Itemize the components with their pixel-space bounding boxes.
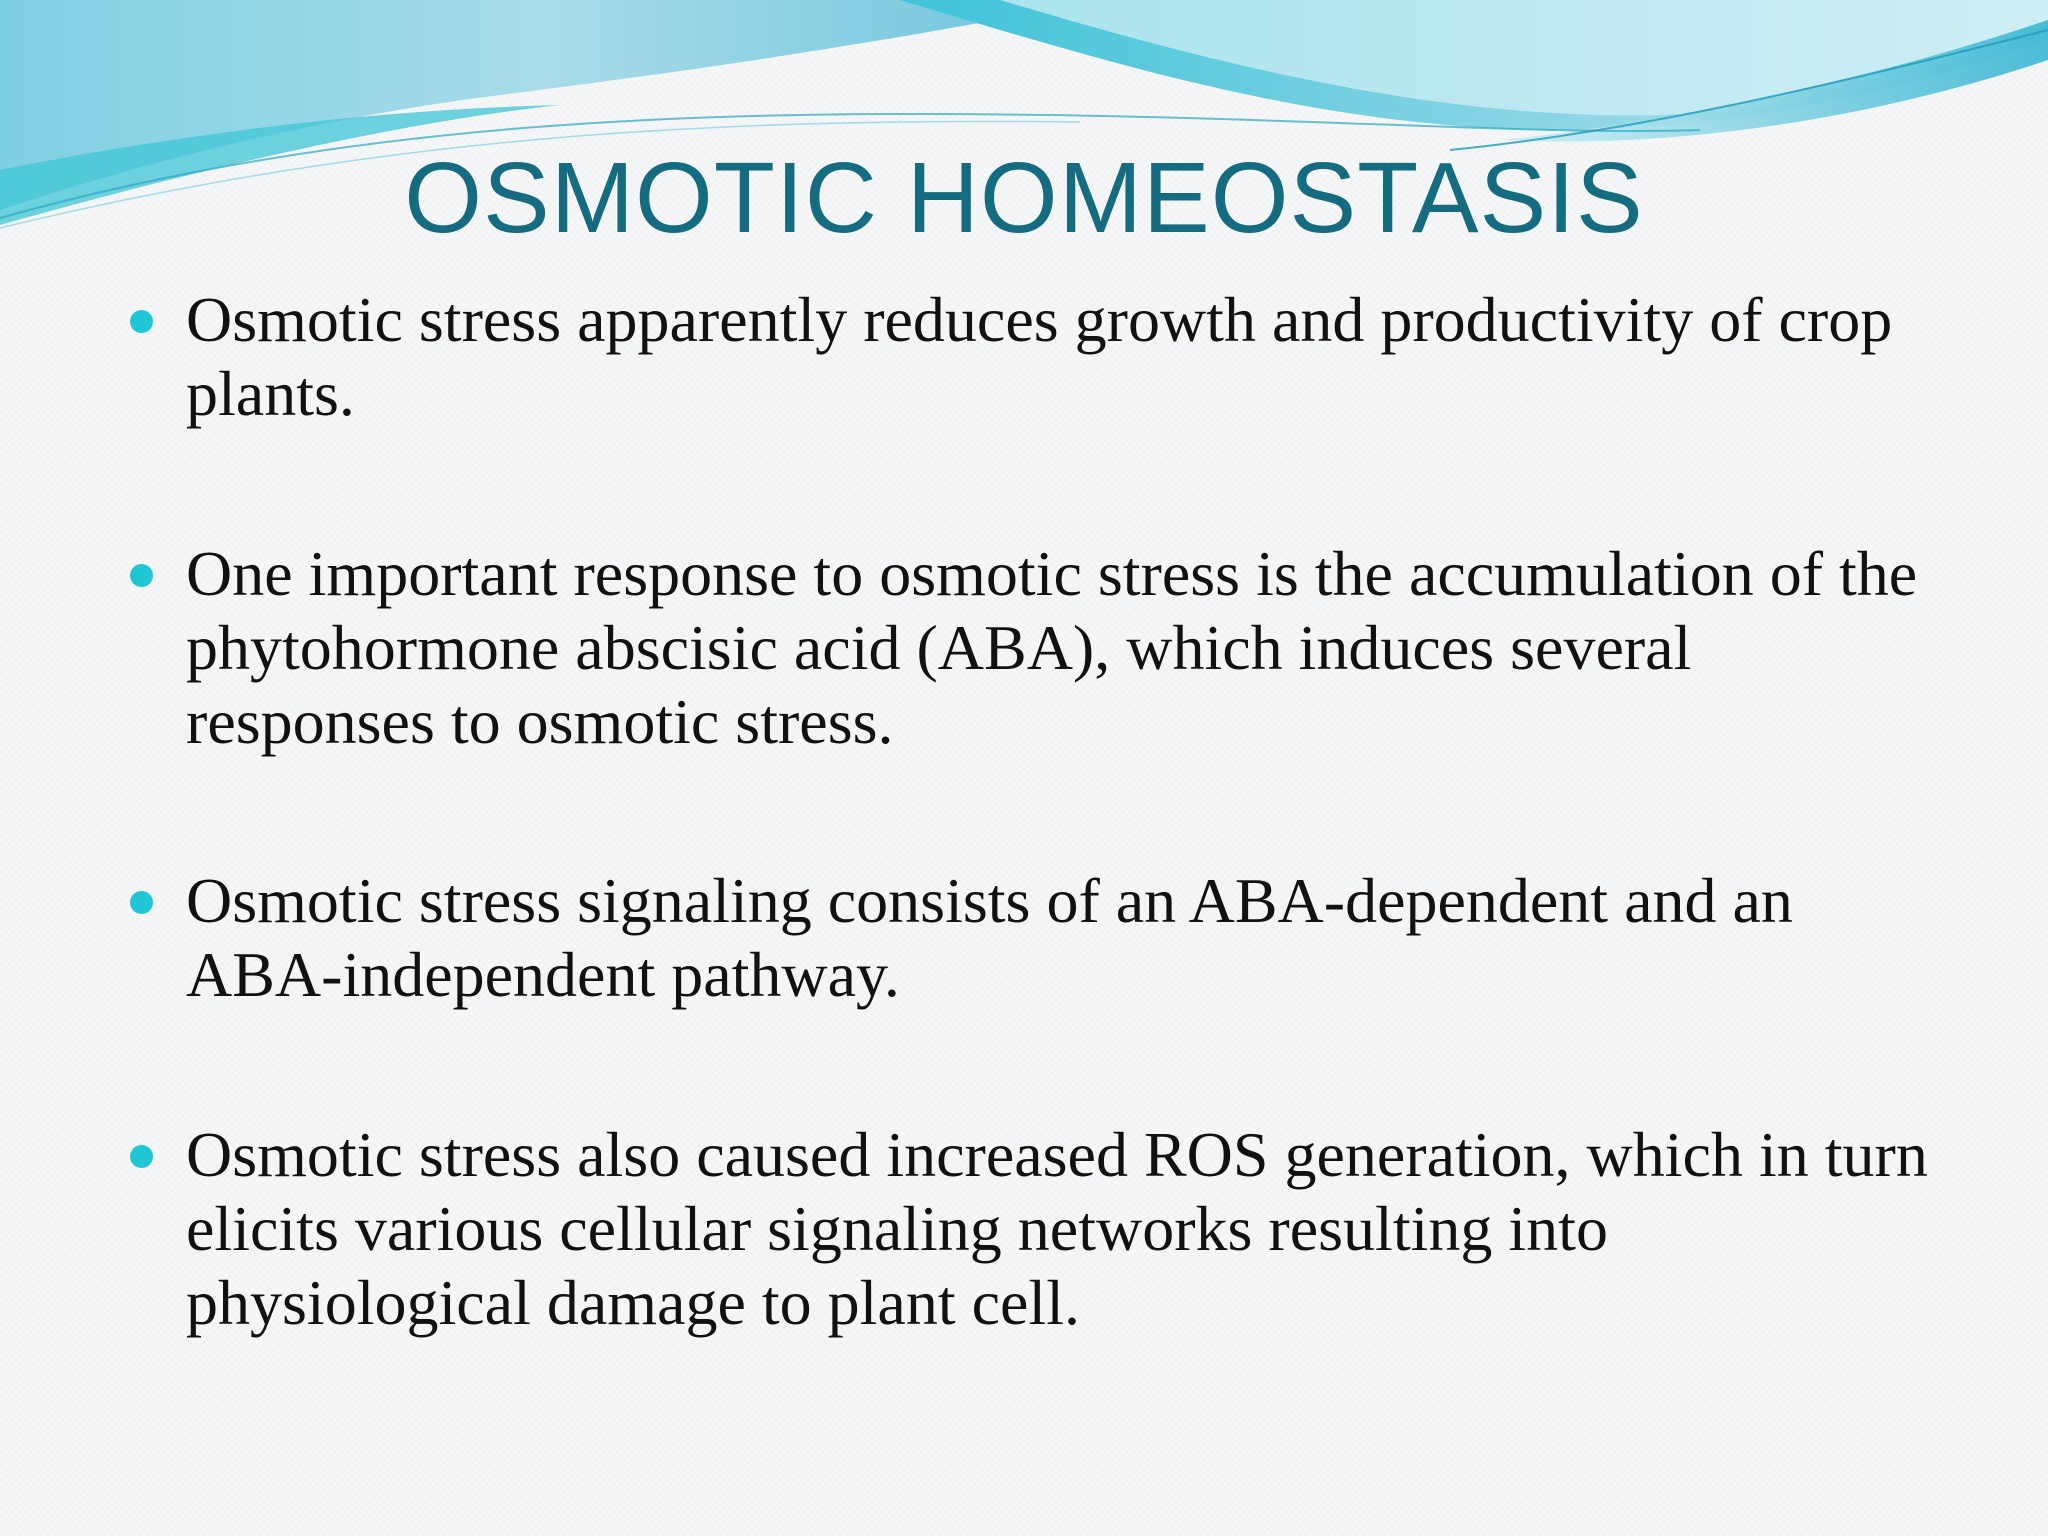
bullet-dot-icon <box>130 891 153 914</box>
bullet-text: Osmotic stress also caused increased ROS generation, which in turn elicits various cellular signaling networks resulting into physiological damage to plant cell. <box>186 1119 1928 1338</box>
bullet-text: Osmotic stress apparently reduces growth and productivity of crop plants. <box>186 284 1893 429</box>
bullet-text: Osmotic stress signaling consists of an ABA-dependent and an ABA-independent pathway. <box>186 865 1793 1010</box>
bullet-dot-icon <box>130 1145 153 1168</box>
slide-title: OSMOTIC HOMEOSTASIS <box>404 142 1644 254</box>
bullet-text: One important response to osmotic stress is the accumulation of the phytohormone abscisic acid (ABA), which induces several responses to osmotic stress. <box>186 538 1918 757</box>
bullet-item <box>186 537 1946 759</box>
bullet-item <box>186 864 1946 1012</box>
bullet-item <box>186 283 1946 431</box>
bullet-dot-icon <box>130 564 153 587</box>
bullet-item <box>186 1118 1946 1340</box>
bullet-dot-icon <box>130 310 153 333</box>
